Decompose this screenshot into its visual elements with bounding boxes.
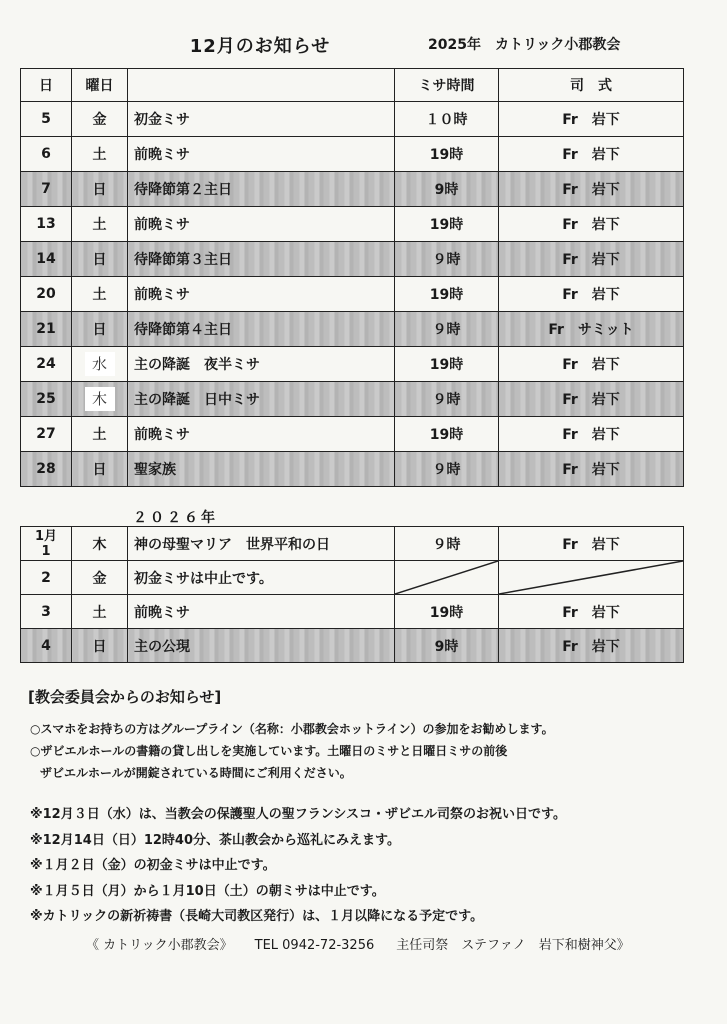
day-cell: 5 (21, 102, 72, 137)
weekday-cell: 土 (72, 417, 128, 452)
weekday-cell (72, 347, 128, 382)
header-year: 2025年 (428, 37, 481, 53)
day-month: 1月 (34, 528, 58, 544)
church-header (428, 34, 620, 54)
mass-name-cell: 前晩ミサ (128, 137, 395, 172)
weekday-cell: 土 (72, 277, 128, 312)
committee-heading: [教会委員会からのお知らせ] (28, 688, 222, 706)
weekday-cell: 土 (72, 207, 128, 242)
day-cell: 6 (21, 137, 72, 172)
mass-name-cell: 神の母聖マリア 世界平和の日 (128, 527, 395, 561)
mass-time-cell: 9時 (395, 629, 499, 663)
december-schedule-table (20, 68, 684, 487)
weekday-cell: 金 (72, 561, 128, 595)
day-cell: 13 (21, 207, 72, 242)
mass-time-cell: ９時 (395, 382, 499, 417)
event-notice: ※12月14日（日）12時40分、茶山教会から巡礼にみえます。 (30, 832, 400, 848)
weekday-cell: 日 (72, 629, 128, 663)
table-row (21, 527, 684, 561)
event-notices (30, 802, 566, 930)
mass-name-cell: 主の降誕 夜半ミサ (128, 347, 395, 382)
table-row (21, 242, 684, 277)
mass-name-cell: 前晩ミサ (128, 595, 395, 629)
day-cell: 21 (21, 312, 72, 347)
table-row (21, 595, 684, 629)
table-row (21, 629, 684, 663)
mass-time-cell: 19時 (395, 595, 499, 629)
weekday-cell: 日 (72, 312, 128, 347)
mass-time-cell: 19時 (395, 347, 499, 382)
january-schedule-table (20, 526, 684, 663)
footer (86, 934, 630, 953)
mass-name-cell: 聖家族 (128, 452, 395, 487)
celebrant-cell: Fr 岩下 (499, 207, 684, 242)
mass-time-cell: 19時 (395, 417, 499, 452)
day-cell: 28 (21, 452, 72, 487)
table-row (21, 347, 684, 382)
table-row (21, 102, 684, 137)
table-row (21, 561, 684, 595)
celebrant-cell: Fr 岩下 (499, 277, 684, 312)
year-2026-label: ２０２６年 (133, 510, 218, 526)
table-row (21, 382, 684, 417)
mass-name-cell: 初金ミサは中止です。 (128, 561, 395, 595)
celebrant-cell: Fr 岩下 (499, 242, 684, 277)
mass-time-cell: ９時 (395, 312, 499, 347)
committee-line: ○ザビエルホールの書籍の貸し出しを実施しています。土曜日のミサと日曜日ミサの前後 (30, 744, 508, 758)
handwritten-weekday: 木 (85, 387, 115, 411)
mass-time-cell: ９時 (395, 527, 499, 561)
weekday-cell: 日 (72, 242, 128, 277)
table-row (21, 277, 684, 312)
celebrant-cell: Fr 岩下 (499, 172, 684, 207)
header-day: 日 (21, 69, 72, 102)
header-celebrant: 司 式 (499, 69, 684, 102)
celebrant-cell: Fr 岩下 (499, 102, 684, 137)
handwritten-weekday: 水 (85, 352, 115, 376)
day-cell: 14 (21, 242, 72, 277)
celebrant-cell: Fr サミット (499, 312, 684, 347)
mass-time-cell: 9時 (395, 172, 499, 207)
table-row (21, 417, 684, 452)
celebrant-cell: Fr 岩下 (499, 595, 684, 629)
celebrant-cell: Fr 岩下 (499, 137, 684, 172)
table-row (21, 207, 684, 242)
event-notice: ※カトリックの新祈祷書（長崎大司教区発行）は、１月以降になる予定です。 (30, 909, 484, 924)
mass-name-cell: 前晩ミサ (128, 277, 395, 312)
footer-priest: 主任司祭 ステファノ 岩下和樹神父》 (396, 938, 630, 953)
header-church-name: カトリック小郡教会 (494, 37, 621, 53)
celebrant-cell: Fr 岩下 (499, 347, 684, 382)
header-time: ミサ時間 (395, 69, 499, 102)
mass-name-cell: 主の降誕 日中ミサ (128, 382, 395, 417)
event-notice: ※１月２日（金）の初金ミサは中止です。 (30, 858, 276, 873)
weekday-cell: 土 (72, 137, 128, 172)
mass-time-cell: ９時 (395, 242, 499, 277)
footer-church: 《 カトリック小郡教会》 (86, 938, 233, 953)
mass-name-cell: 前晩ミサ (128, 207, 395, 242)
strike-line (395, 561, 498, 594)
mass-time-cell: 19時 (395, 277, 499, 312)
table-row (21, 452, 684, 487)
day-cell: 7 (21, 172, 72, 207)
mass-name-cell: 主の公現 (128, 629, 395, 663)
day-cell: 4 (21, 629, 72, 663)
committee-line: ザビエルホールが開錠されている時間にご利用ください。 (40, 766, 352, 780)
mass-name-cell: 待降節第２主日 (128, 172, 395, 207)
table-header-row (21, 69, 684, 102)
day-cell: 25 (21, 382, 72, 417)
weekday-cell: 土 (72, 595, 128, 629)
committee-notices (30, 718, 554, 784)
celebrant-cell: Fr 岩下 (499, 527, 684, 561)
weekday-cell: 日 (72, 172, 128, 207)
celebrant-cell: Fr 岩下 (499, 452, 684, 487)
mass-time-cell: ９時 (395, 452, 499, 487)
mass-time-cell: 19時 (395, 137, 499, 172)
committee-line: ○スマホをお持ちの方はグループライン（名称：小郡教会ホットライン）の参加をお勧めします。 (30, 722, 554, 736)
weekday-cell: 木 (72, 527, 128, 561)
event-notice: ※12月３日（水）は、当教会の保護聖人の聖フランシスコ・ザビエル司祭のお祝い日です。 (30, 807, 566, 822)
weekday-cell: 日 (72, 452, 128, 487)
day-cell: 24 (21, 347, 72, 382)
table-row (21, 312, 684, 347)
mass-name-cell: 待降節第３主日 (128, 242, 395, 277)
weekday-cell (72, 382, 128, 417)
strike-line (499, 561, 683, 594)
day-cell (21, 527, 72, 561)
mass-name-cell: 待降節第４主日 (128, 312, 395, 347)
table-row (21, 137, 684, 172)
day-cell: 2 (21, 561, 72, 595)
footer-tel: TEL 0942-72-3256 (254, 938, 375, 953)
mass-time-cell: 19時 (395, 207, 499, 242)
mass-time-cell (395, 561, 499, 595)
header-weekday: 曜日 (72, 69, 128, 102)
event-notice: ※１月５日（月）から１月10日（土）の朝ミサは中止です。 (30, 883, 385, 899)
day-cell: 27 (21, 417, 72, 452)
celebrant-cell: Fr 岩下 (499, 417, 684, 452)
table-row (21, 172, 684, 207)
day-cell: 3 (21, 595, 72, 629)
mass-name-cell: 初金ミサ (128, 102, 395, 137)
celebrant-cell (499, 561, 684, 595)
day-cell: 20 (21, 277, 72, 312)
celebrant-cell: Fr 岩下 (499, 382, 684, 417)
weekday-cell: 金 (72, 102, 128, 137)
day-number: 1 (41, 543, 51, 559)
page-title: 12月のお知らせ (189, 36, 331, 57)
celebrant-cell: Fr 岩下 (499, 629, 684, 663)
mass-time-cell: １０時 (395, 102, 499, 137)
mass-name-cell: 前晩ミサ (128, 417, 395, 452)
header-name (128, 69, 395, 102)
